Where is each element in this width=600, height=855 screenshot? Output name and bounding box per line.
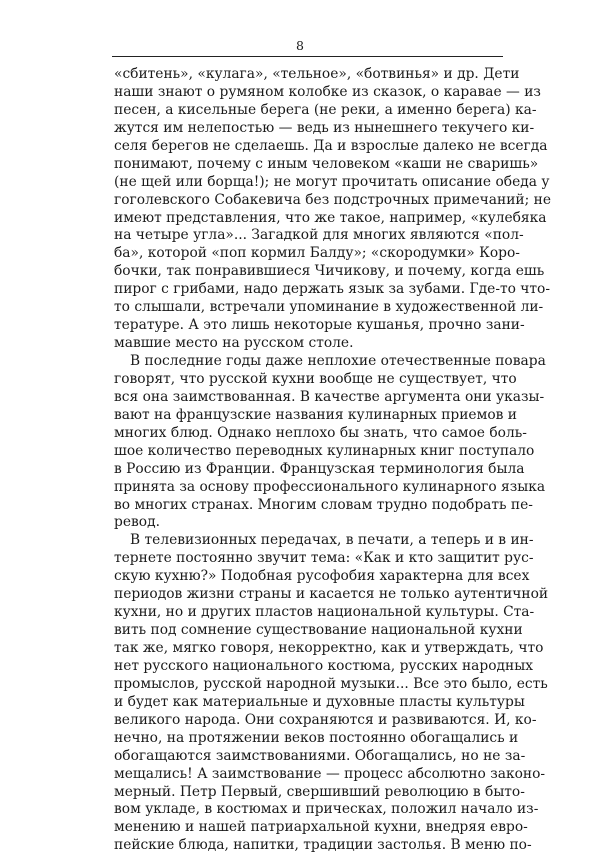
text-line: нечно, на протяжении веков постоянно обогащались и [114, 729, 519, 746]
text-line: вом укладе, в костюмах и прическах, положил начало из- [114, 801, 539, 818]
text-line: жутся им нелепостью — ведь из нынешнего текучего ки- [114, 119, 535, 136]
text-line: промыслов, русской народной музыки... Все это было, есть [114, 675, 548, 692]
text-line: то слышали, встречали упоминание в художественной ли- [114, 299, 544, 316]
text-line: обогащаются заимствованиями. Обогащались, но не за- [114, 747, 526, 764]
text-line: говорят, что русской кухни вообще не существует, что [114, 370, 517, 387]
header-rule [112, 56, 503, 57]
text-line: и будет как материальные и духовные пласты культуры [114, 693, 525, 710]
text-line: вают на французские названия кулинарных приемов и [114, 406, 517, 423]
text-line: пейские блюда, напитки, традиции застолья. В меню по- [114, 837, 532, 854]
text-line: селя берегов не сделаешь. Да и взрослые далеко не всегда [114, 137, 548, 154]
text-line: на четыре угла»... Загадкой для многих являются «пол- [114, 227, 524, 244]
text-line: (не щей или борща!); не могут прочитать описание обеда у [114, 173, 550, 190]
text-line: «сбитень», «кулага», «тельное», «ботвинья» и др. Дети [114, 66, 520, 82]
text-line: шое количество переводных кулинарных книг поступало [114, 442, 535, 459]
text-line: песен, а кисельные берега (не реки, а именно берега) ка- [114, 101, 537, 118]
text-line: тературе. А это лишь некоторые кушанья, прочно зани- [114, 317, 525, 334]
text-line: пирог с грибами, надо держать язык за зубами. Где-то что- [114, 281, 551, 298]
text-line: гоголевского Собакевича без подстрочных примечаний; не [114, 191, 552, 208]
text-line: скую кухню?» Подобная русофобия характерна для всех [114, 568, 530, 585]
text-line: вить под сомнение существование национальной кухни [114, 622, 523, 639]
text-line: ревод. [114, 514, 160, 531]
page-number: 8 [296, 38, 304, 53]
text-line: понимают, почему с иным человеком «каши не сваришь» [114, 155, 539, 172]
text-line: тернете постоянно звучит тема: «Как и кто защитит рус- [114, 550, 534, 567]
text-line: периодов жизни страны и касается не только аутентичной [114, 586, 549, 603]
text-line: кухни, но и других пластов национальной культуры. Ста- [114, 604, 535, 621]
text-line: принята за основу профессионального кулинарного языка [114, 478, 546, 495]
body-text [114, 66, 552, 855]
text-line: мавшие место на русском столе. [114, 335, 354, 352]
text-line: менению и нашей патриархальной кухни, внедряя евро- [114, 819, 528, 836]
text-line: бочки, так понравившиеся Чичикову, и почему, когда ешь [114, 263, 545, 280]
text-line: ба», которой «поп кормил Балду»; «скородумки» Коро- [114, 245, 520, 262]
text-line: мерный. Петр Первый, свершивший революцию в быто- [114, 783, 525, 800]
text-line: В телевизионных передачах, в печати, а теперь и в ин- [130, 532, 534, 549]
text-line: В последние годы даже неплохие отечественные повара [130, 353, 546, 369]
text-line: вся она заимствованная. В качестве аргумента они указы- [114, 388, 545, 405]
text-line: великого народа. Они сохраняются и развиваются. И, ко- [114, 711, 537, 728]
text-line: так же, мягко говоря, некорректно, как и утверждать, что [114, 640, 544, 656]
text-line: многих блюд. Однако неплохо бы знать, что самое боль- [114, 424, 527, 441]
text-line: наши знают о румяном колобке из сказок, о каравае — из [114, 83, 541, 100]
text-line: мещались! А заимствование — процесс абсолютно законо- [114, 765, 546, 782]
text-line: во многих странах. Многим словам трудно подобрать пе- [114, 496, 533, 513]
text-line: в Россию из Франции. Французская терминология была [114, 460, 525, 477]
text-line: нет русского национального костюма, русских народных [114, 657, 533, 674]
text-line: имеют представления, что же такое, например, «кулебяка [114, 209, 547, 226]
